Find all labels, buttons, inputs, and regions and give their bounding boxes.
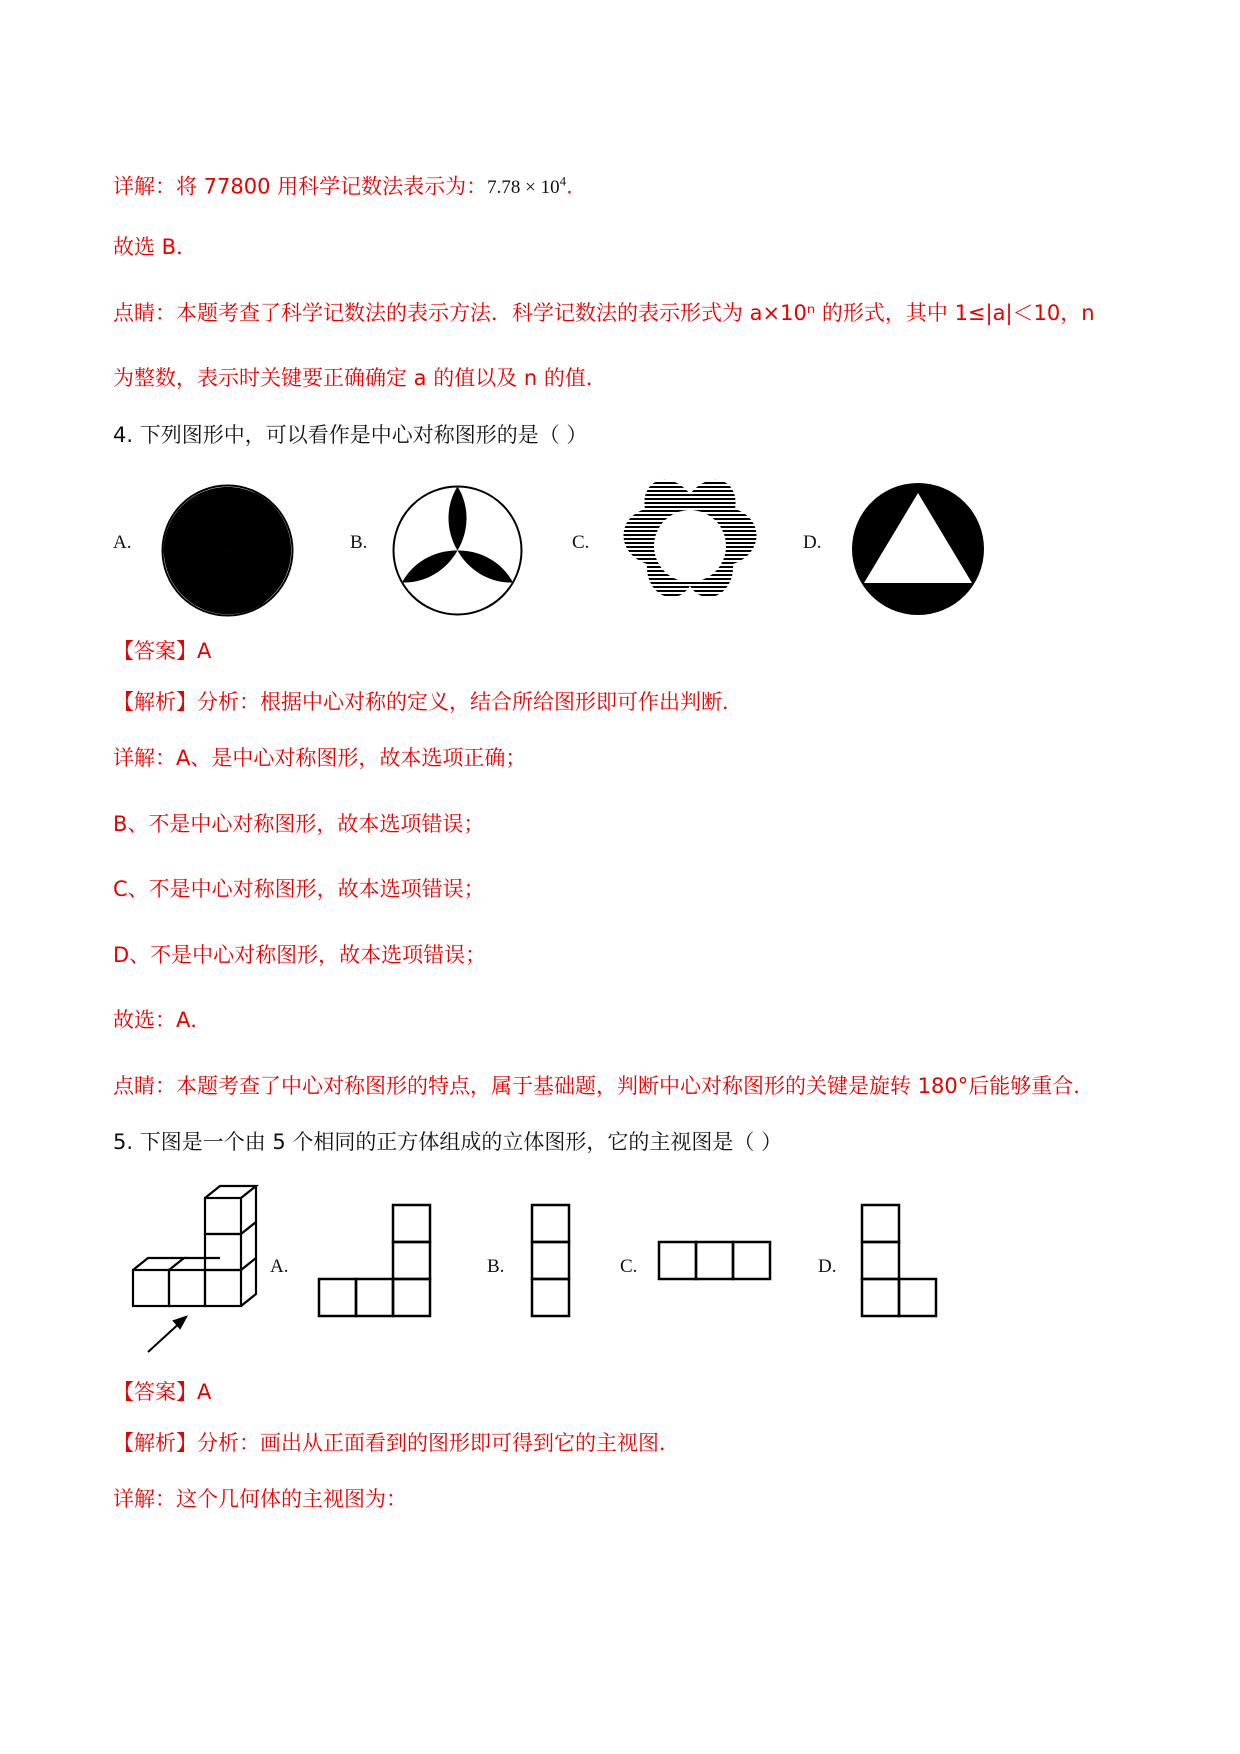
q5-option-c-label: C.	[620, 1256, 638, 1277]
sec3-detail-math	[487, 174, 567, 199]
q4-option-a-label: A.	[113, 532, 132, 553]
q5-answer: 【答案】A	[113, 1380, 212, 1404]
q4-option-c-label: C.	[572, 532, 590, 553]
q4-option-d-label: D.	[803, 532, 822, 553]
q4-detail-c: C、不是中心对称图形，故本选项错误；	[113, 877, 485, 901]
q5-option-d-label: D.	[818, 1256, 837, 1277]
q4-detail-b: B、不是中心对称图形，故本选项错误；	[113, 812, 485, 836]
sec3-remark-1: 点睛：本题考查了科学记数法的表示方法．科学记数法的表示形式为 a×10ⁿ 的形式，其中 1≤|a|＜10，n	[113, 301, 1095, 325]
sec3-remark-2: 为整数，表示时关键要正确确定 a 的值以及 n 的值．	[113, 366, 607, 390]
q4-figure-d-triangle-in-circle	[850, 481, 986, 617]
q4-question: 4. 下列图形中，可以看作是中心对称图形的是（ ）	[113, 423, 588, 447]
q4-figure-a-triskelion	[160, 483, 295, 618]
sec3-detail-suffix: .	[566, 174, 573, 199]
q4-detail-a: 详解：A、是中心对称图形，故本选项正确；	[113, 746, 527, 770]
q4-answer: 【答案】A	[113, 639, 212, 663]
q5-figure-a-l-shape	[315, 1202, 435, 1328]
q4-figure-c-striped-flower	[615, 474, 765, 614]
sec3-detail-text: 详解：将 77800 用科学记数法表示为：	[113, 174, 488, 199]
q4-detail-d: D、不是中心对称图形，故本选项错误；	[113, 943, 487, 967]
q4-option-b-label: B.	[350, 532, 368, 553]
q4-choose: 故选：A．	[113, 1008, 212, 1032]
q5-option-b-label: B.	[487, 1256, 505, 1277]
q5-figure-d-l-shape	[857, 1202, 942, 1328]
q4-figure-b-three-leaves	[390, 483, 525, 618]
q5-detail: 详解：这个几何体的主视图为：	[113, 1487, 407, 1511]
q5-figure-b-column	[527, 1202, 577, 1328]
sec3-math-base: 7.78 × 10	[487, 177, 560, 199]
q4-analysis: 【解析】分析：根据中心对称的定义，结合所给图形即可作出判断．	[113, 690, 743, 714]
q5-option-a-label: A.	[270, 1256, 289, 1277]
q5-question: 5. 下图是一个由 5 个相同的正方体组成的立体图形，它的主视图是（ ）	[113, 1130, 783, 1154]
sec3-math-exp: 4	[559, 174, 567, 189]
q5-solid-figure	[128, 1180, 268, 1360]
q4-remark: 点睛：本题考查了中心对称图形的特点，属于基础题，判断中心对称图形的关键是旋转 180°后能够重合．	[113, 1074, 1095, 1098]
sec3-detail	[113, 167, 573, 203]
q5-analysis: 【解析】分析：画出从正面看到的图形即可得到它的主视图．	[113, 1431, 680, 1455]
sec3-choose: 故选 B．	[113, 235, 198, 259]
q5-figure-c-row	[655, 1238, 780, 1286]
